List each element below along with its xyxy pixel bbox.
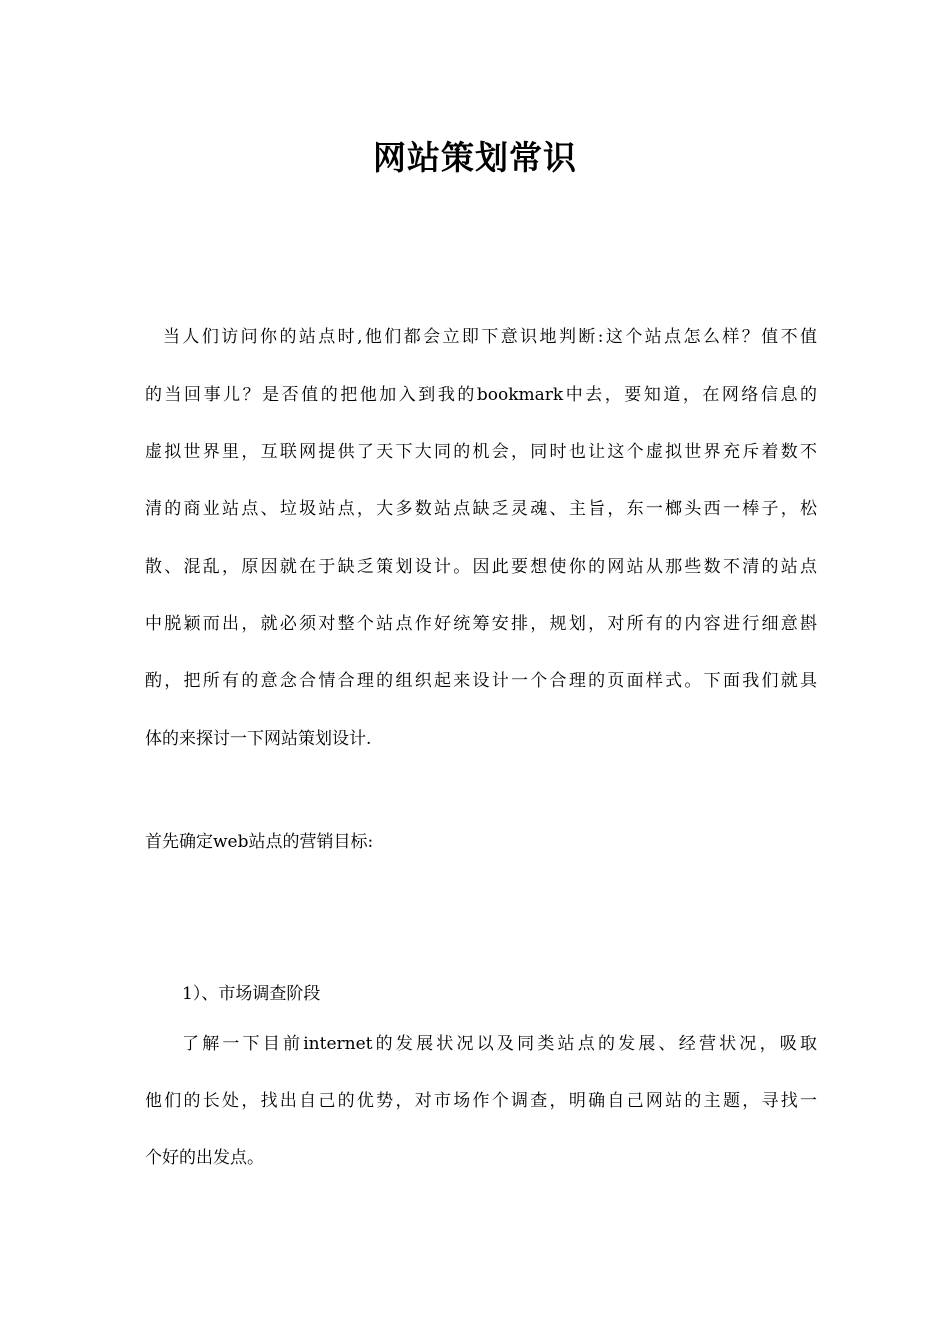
- intro-line: 散、混乱，原因就在于缺乏策划设计。因此要想使你的网站从那些数不清的站点: [145, 557, 817, 577]
- section-line: 了解一下目前internet的发展状况以及同类站点的发展、经营状况，吸取: [182, 1034, 817, 1054]
- intro-line: 中脱颖而出，就必须对整个站点作好统筹安排，规划，对所有的内容进行细意斟: [145, 614, 817, 634]
- document-title: 网站策划常识: [373, 138, 577, 177]
- intro-line: 当人们访问你的站点时,他们都会立即下意识地判断:这个站点怎么样？值不值: [163, 327, 817, 347]
- intro-line: 体的来探讨一下网站策划设计.: [145, 729, 372, 749]
- intro-line: 酌，把所有的意念合情合理的组织起来设计一个合理的页面样式。下面我们就具: [145, 671, 817, 691]
- section-line: 他们的长处，找出自己的优势，对市场作个调查，明确自己网站的主题，寻找一: [145, 1091, 817, 1111]
- intro-line: 的当回事儿？是否值的把他加入到我的bookmark中去，要知道，在网络信息的: [145, 385, 817, 405]
- intro-line: 清的商业站点、垃圾站点，大多数站点缺乏灵魂、主旨，东一榔头西一棒子，松: [145, 499, 817, 519]
- section-line: 个好的出发点。: [145, 1148, 264, 1168]
- intro-line: 虚拟世界里，互联网提供了天下大同的机会，同时也让这个虚拟世界充斥着数不: [145, 442, 817, 462]
- section-heading: 1）、市场调查阶段: [182, 984, 321, 1004]
- goal-heading: 首先确定web站点的营销目标:: [145, 832, 374, 852]
